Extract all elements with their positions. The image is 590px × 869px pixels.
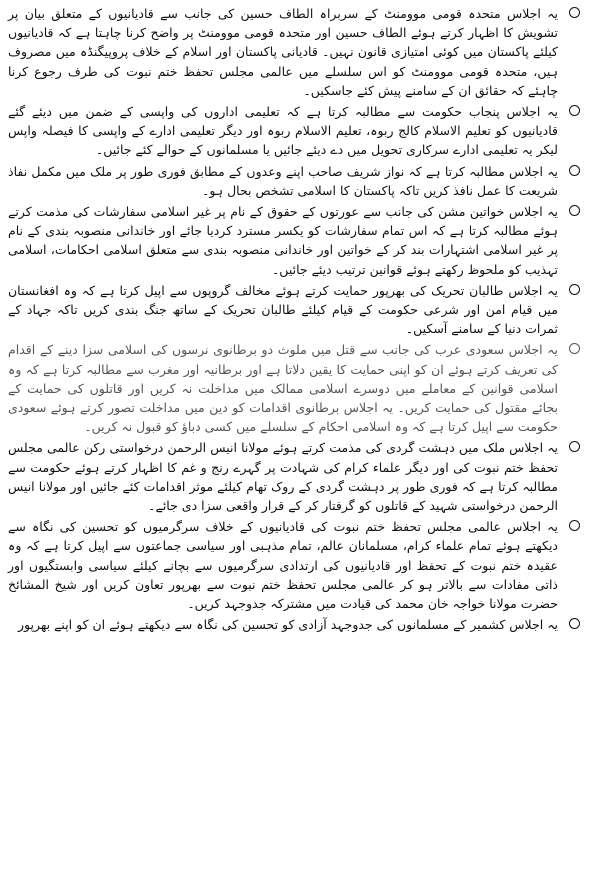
paragraph-text: یہ اجلاس سعودی عرب کی جانب سے قتل میں ملوث دو برطانوی نرسوں کی اسلامی سزا دینے کے اقدام کی تعریف کرتے ہوئے ان کو اپنی حمایت کا یقین دلاتا ہے اور برطانیہ اور مغرب سے مطالبہ کرتا ہے کہ وہ اسلامی قوانین کے معاملے میں دوسرے اسلامی ممالک میں مداخلت نہ کریں اور قاتلوں کی حمایت کے بجائے مقتول کی حمایت کریں۔ یہ اجلاس برطانوی اقدامات کو دین میں مداخلت تصور کرتے ہوئے سعودی حکومت سے اپیل کرتا ہے کہ وہ اسلامی احکام کے سلسلے میں کسی دباؤ کو قبول نہ کریں۔ [8, 342, 558, 435]
resolution-paragraph-9 [8, 615, 580, 634]
paragraph-text: یہ اجلاس ملک میں دہشت گردی کی مذمت کرتے ہوئے مولانا انیس الرحمن درخواستی رکن عالمی مجلس تحفظ ختم نبوت کی اور دیگر علماء کرام کی شہادت پر گہرے رنج و غم کا اظہار کرتے ہوئے حکومت سے مطالبہ کرتا ہے کہ فوری طور پر دہشت گردی کے روک تھام کیلئے موثر اقدامات کئے جائیں اور مولانا انیس الرحمن درخواستی شہید کے قاتلوں کو گرفتار کر کے قرار واقعی سزا دی جائے۔ [8, 440, 558, 514]
paragraph-text: یہ اجلاس پنجاب حکومت سے مطالبہ کرتا ہے کہ تعلیمی اداروں کی واپسی کے ضمن میں دیئے گئے قادیانیوں کو تعلیم الاسلام کالج ربوہ، تعلیم الاسلام ربوہ اور دیگر تعلیمی ادارے کے واپسی کا فیصلہ واپس لیکر یہ تعلیمی ادارے سرکاری تحویل میں دے دیئے جائیں یا مسلمانوں کے حوالے کئے جائیں۔ [8, 104, 558, 158]
circle-bullet-icon [569, 343, 580, 354]
resolution-paragraph-7 [8, 438, 580, 515]
circle-bullet-icon [569, 205, 580, 216]
circle-bullet-icon [569, 284, 580, 295]
paragraph-text: یہ اجلاس خواتین مشن کی جانب سے عورتوں کے حقوق کے نام پر غیر اسلامی سفارشات کی مذمت کرتے ہوئے مطالبہ کرتا ہے کہ اس تمام سفارشات کو یکسر مسترد کردیا جائے اور خاندانی منصوبہ بندی کے نام پر غیر اسلامی اشتہارات بند کر کے خواتین اور خاندانی منصوبہ بندی سے متعلق اسلامی احکامات، اسلامی تہذیب کو ملحوظ رکھتے ہوئے قوانین ترتیب دیئے جائیں۔ [8, 204, 558, 277]
resolution-paragraph-2 [8, 102, 580, 160]
circle-bullet-icon [569, 618, 580, 629]
paragraph-text: یہ اجلاس مطالبہ کرتا ہے کہ نواز شریف صاحب اپنے وعدوں کے مطابق فوری طور پر ملک میں مکمل نفاذ شریعت کا عمل نافذ کریں تاکہ پاکستان کا اسلامی تشخص بحال ہو۔ [8, 163, 558, 198]
resolution-paragraph-4 [8, 202, 580, 279]
circle-bullet-icon [569, 7, 580, 18]
circle-bullet-icon [569, 441, 580, 452]
resolution-paragraph-5 [8, 281, 580, 339]
paragraph-text: یہ اجلاس متحدہ قومی موومنٹ کے سربراہ الطاف حسین کی جانب سے قادیانیوں کے متعلق بیان پر تشویش کا اظہار کرتے ہوئے الطاف حسین اور متحدہ قومی موومنٹ پر واضح کرنا چاہتا ہے کہ قادیانیوں کیلئے پاکستان میں کوئی امتیازی قانون نہیں۔ قادیانی پاکستان اور اسلام کے خلاف پروپیگنڈہ میں مصروف ہیں، متحدہ قومی موومنٹ کو اس سلسلے میں عالمی مجلس تحفظ ختم نبوت کی طرف رجوع کرنا چاہئے کہ حقائق ان کے سامنے پیش کئے جاسکیں۔ [8, 6, 558, 98]
resolution-paragraph-6 [8, 340, 580, 436]
circle-bullet-icon [569, 105, 580, 116]
paragraph-text: یہ اجلاس عالمی مجلس تحفظ ختم نبوت کی قادیانیوں کے خلاف سرگرمیوں کو تحسین کی نگاہ سے دیکھتے ہوئے تمام علماء کرام، مسلمانان عالم، تمام مذہبی اور سیاسی جماعتوں سے اپیل کرتا ہے کہ وہ عقیدہ ختم نبوت کے تحفظ اور قادیانیوں کی ارتدادی سرگرمیوں سے بچانے کیلئے سیاسی وابستگیوں اور ذاتی مفادات سے بالاتر ہو کر عالمی مجلس تحفظ ختم نبوت سے بھرپور تعاون کریں اور شیخ المشائخ حضرت مولانا خواجہ خان محمد کی قیادت میں مشترکہ جدوجہد کریں۔ [8, 519, 558, 612]
paragraph-text: یہ اجلاس کشمیر کے مسلمانوں کی جدوجہد آزادی کو تحسین کی نگاہ سے دیکھتے ہوئے ان کو اپنے بھرپور [18, 617, 558, 633]
resolution-paragraph-1 [8, 4, 580, 100]
resolution-paragraph-8 [8, 517, 580, 613]
resolution-paragraph-3 [8, 162, 580, 200]
paragraph-text: یہ اجلاس طالبان تحریک کی بھرپور حمایت کرتے ہوئے مخالف گروپوں سے اپیل کرتا ہے کہ وہ افغانستان میں قیام امن اور شرعی حکومت کے قیام کیلئے طالبان تحریک کے ساتھ جنگ بندی کریں تاکہ جہاد کے ثمرات دنیا کے سامنے آسکیں۔ [8, 282, 558, 337]
circle-bullet-icon [569, 520, 580, 531]
circle-bullet-icon [569, 165, 580, 176]
